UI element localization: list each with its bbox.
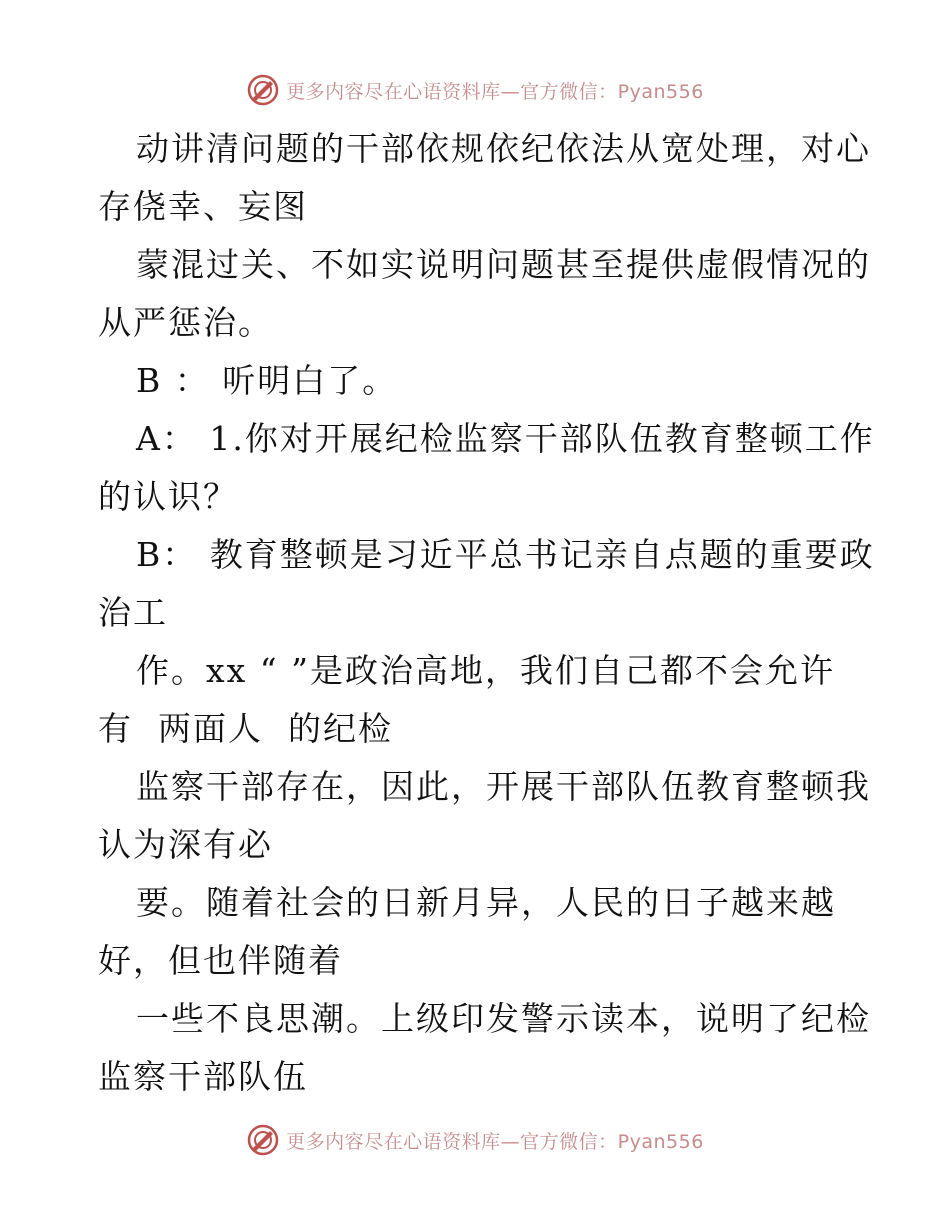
seal-logo-icon bbox=[246, 1123, 280, 1157]
text-line: 从严惩治。 bbox=[98, 303, 273, 342]
text-line: 要。随着社会的日新月异，人民的日子越来越 bbox=[136, 883, 836, 922]
text-line: 作。xx “ ”是政治高地，我们自己都不会允许 bbox=[136, 651, 835, 690]
text-line: B： 教育整顿是习近平总书记亲自点题的重要政 bbox=[136, 535, 875, 574]
text-line: 一些不良思潮。上级印发警示读本，说明了纪检 bbox=[136, 999, 871, 1038]
text-line: 存侥幸、妄图 bbox=[98, 187, 308, 226]
text-line: 有 两面人 的纪检 bbox=[98, 709, 393, 748]
text-line: 认为深有必 bbox=[98, 825, 273, 864]
text-line: A： 1.你对开展纪检监察干部队伍教育整顿工作 bbox=[136, 419, 875, 458]
header-banner-text: 更多内容尽在心语资料库—官方微信：Pyan556 bbox=[286, 80, 704, 103]
text-line: B ： 听明白了。 bbox=[136, 361, 398, 400]
footer-banner bbox=[0, 1120, 950, 1160]
text-line: 蒙混过关、不如实说明问题甚至提供虚假情况的 bbox=[136, 245, 871, 284]
text-line: 监察干部存在，因此，开展干部队伍教育整顿我 bbox=[136, 767, 871, 806]
seal-logo-icon bbox=[246, 73, 280, 107]
text-line: 治工 bbox=[98, 593, 168, 632]
text-line: 的认识？ bbox=[98, 477, 238, 516]
footer-banner-text: 更多内容尽在心语资料库—官方微信：Pyan556 bbox=[286, 1130, 704, 1153]
text-line: 监察干部队伍 bbox=[98, 1057, 308, 1096]
header-banner bbox=[0, 70, 950, 110]
document-body bbox=[98, 120, 875, 1106]
text-line: 好，但也伴随着 bbox=[98, 941, 343, 980]
text-line: 动讲清问题的干部依规依纪依法从宽处理，对心 bbox=[136, 129, 871, 168]
